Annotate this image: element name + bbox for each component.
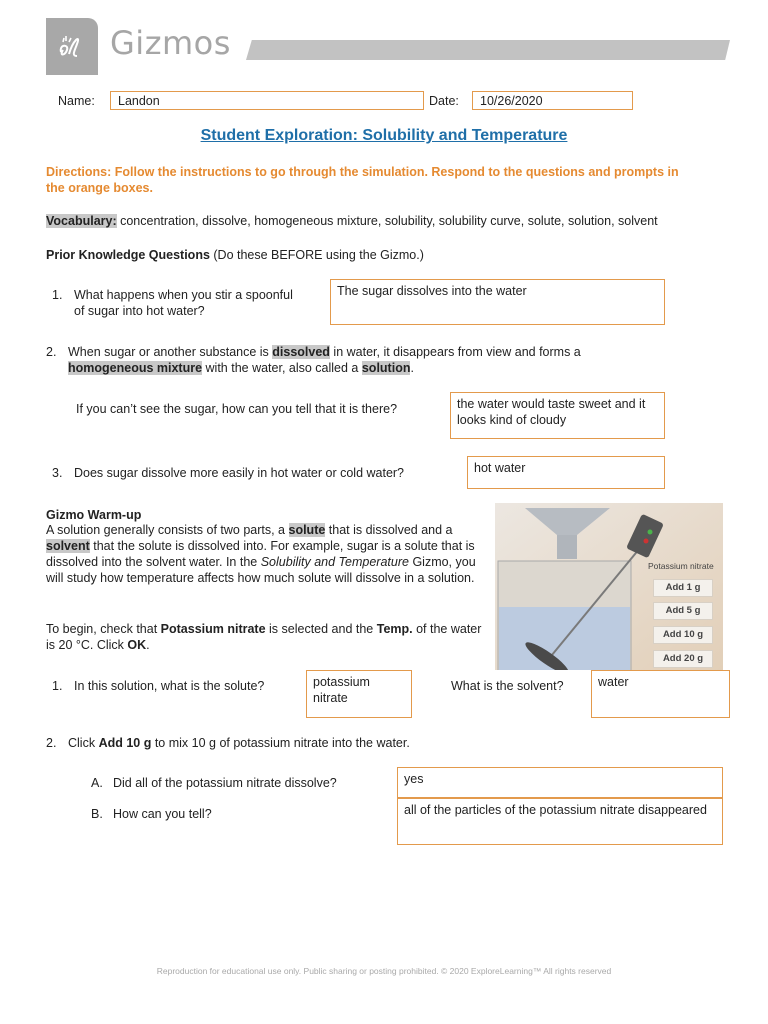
prior-question-2 bbox=[46, 344, 726, 376]
add-20g-button[interactable]: Add 20 g bbox=[653, 650, 713, 668]
question-text: In this solution, what is the solute? bbox=[74, 679, 265, 693]
question-text: Did all of the potassium nitrate dissolve? bbox=[113, 776, 337, 790]
solute-answer[interactable]: potassium nitrate bbox=[306, 670, 412, 718]
paragraph-text: To begin, check that bbox=[46, 622, 161, 636]
question-letter: A. bbox=[91, 776, 103, 790]
solvent-question: What is the solvent? bbox=[451, 679, 564, 693]
brand-name: Gizmos bbox=[110, 24, 231, 62]
term-solution: solution bbox=[361, 361, 411, 375]
question-text: Does sugar dissolve more easily in hot water or cold water? bbox=[74, 466, 405, 480]
paragraph-text: Gizmo, you will study how temperature affects how much solute will dissolve in a solution. bbox=[46, 555, 476, 585]
solvent-answer[interactable]: water bbox=[591, 670, 730, 718]
warmup-question-2a bbox=[91, 775, 337, 791]
gizmo-name: Solubility and Temperature bbox=[260, 555, 409, 569]
name-label: Name: bbox=[58, 94, 95, 108]
question-text: . bbox=[410, 361, 414, 375]
paragraph-text: of the water is 20 °C. Click bbox=[46, 622, 482, 652]
term-solvent: solvent bbox=[46, 539, 90, 553]
question-text: How can you tell? bbox=[113, 807, 212, 821]
add-5g-button[interactable]: Add 5 g bbox=[653, 602, 713, 620]
paragraph-text: is selected and the bbox=[265, 622, 377, 636]
warmup-question-1 bbox=[52, 678, 264, 694]
vocabulary-terms: concentration, dissolve, homogeneous mixture, solubility, solubility curve, solute, solution, solvent bbox=[116, 214, 658, 228]
warmup-heading: Gizmo Warm-up bbox=[46, 508, 142, 522]
add-1g-button[interactable]: Add 1 g bbox=[653, 579, 713, 597]
prior-answer-2[interactable]: the water would taste sweet and it looks kind of cloudy bbox=[450, 392, 665, 439]
add-10g-button[interactable]: Add 10 g bbox=[653, 626, 713, 644]
term-solute: solute bbox=[288, 523, 326, 537]
prior-subquestion-2: If you can’t see the sugar, how can you tell that it is there? bbox=[76, 402, 398, 416]
prior-question-1 bbox=[52, 287, 332, 319]
paragraph-text: that is dissolved and a bbox=[325, 523, 453, 537]
bold-text: Add 10 g bbox=[98, 736, 152, 750]
how-tell-answer[interactable]: all of the particles of the potassium nitrate disappeared bbox=[397, 798, 723, 845]
vocabulary-label: Vocabulary: bbox=[46, 214, 117, 228]
explorelearning-logo-icon bbox=[46, 18, 98, 75]
bold-text: OK bbox=[127, 638, 147, 652]
prior-knowledge-heading: Prior Knowledge Questions bbox=[46, 248, 210, 262]
warmup-question-2b bbox=[91, 806, 212, 822]
copyright-footer: Reproduction for educational use only. Public sharing or posting prohibited. © 2020 ExploreLearning™ All rights reserved bbox=[156, 966, 612, 976]
term-homogeneous-mixture: homogeneous mixture bbox=[68, 361, 203, 375]
question-number: 3. bbox=[52, 466, 63, 480]
question-text: Click bbox=[68, 736, 99, 750]
question-text-cont: of sugar into hot water? bbox=[74, 304, 205, 318]
prior-knowledge-heading-line bbox=[46, 247, 746, 263]
warmup-question-2 bbox=[46, 735, 410, 751]
question-text: to mix 10 g of potassium nitrate into the water. bbox=[151, 736, 410, 750]
warmup-paragraph-1 bbox=[46, 522, 484, 586]
name-field[interactable]: Landon bbox=[110, 91, 424, 110]
directions-text: Directions: Follow the instructions to go through the simulation. Respond to the questions and prompts in the orange boxes. bbox=[46, 165, 679, 195]
gizmo-simulation-screenshot bbox=[495, 503, 723, 670]
term-dissolved: dissolved bbox=[272, 345, 330, 359]
bold-text: Temp. bbox=[376, 622, 413, 636]
bold-text: Potassium nitrate bbox=[160, 622, 266, 636]
warmup-paragraph-2 bbox=[46, 621, 484, 653]
question-text: When sugar or another substance is bbox=[68, 345, 273, 359]
question-text: What happens when you stir a spoonful bbox=[74, 288, 293, 302]
prior-answer-3[interactable]: hot water bbox=[467, 456, 665, 489]
question-number: 1. bbox=[52, 288, 63, 302]
paragraph-text: A solution generally consists of two parts, a bbox=[46, 523, 289, 537]
prior-knowledge-note: (Do these BEFORE using the Gizmo.) bbox=[209, 248, 424, 262]
prior-answer-1[interactable]: The sugar dissolves into the water bbox=[330, 279, 665, 325]
paragraph-text: that the solute is dissolved into. For example, sugar is a solute that is dissolved into the solvent water. In the bbox=[46, 539, 475, 569]
paragraph-text: . bbox=[146, 638, 150, 652]
el-logo-glyph-icon bbox=[55, 30, 89, 64]
date-label: Date: bbox=[429, 94, 459, 108]
vocabulary-line bbox=[46, 213, 746, 229]
dissolve-answer[interactable]: yes bbox=[397, 767, 723, 798]
page-title: Student Exploration: Solubility and Temperature bbox=[200, 127, 568, 144]
header-bar bbox=[246, 40, 730, 60]
question-letter: B. bbox=[91, 807, 103, 821]
question-number: 1. bbox=[52, 679, 63, 693]
question-number: 2. bbox=[46, 345, 57, 359]
question-text: with the water, also called a bbox=[202, 361, 362, 375]
prior-question-3 bbox=[52, 465, 404, 481]
date-field[interactable]: 10/26/2020 bbox=[472, 91, 633, 110]
simulation-solute-label: Potassium nitrate bbox=[648, 561, 714, 571]
question-text: in water, it disappears from view and forms a bbox=[329, 345, 581, 359]
question-number: 2. bbox=[46, 736, 57, 750]
